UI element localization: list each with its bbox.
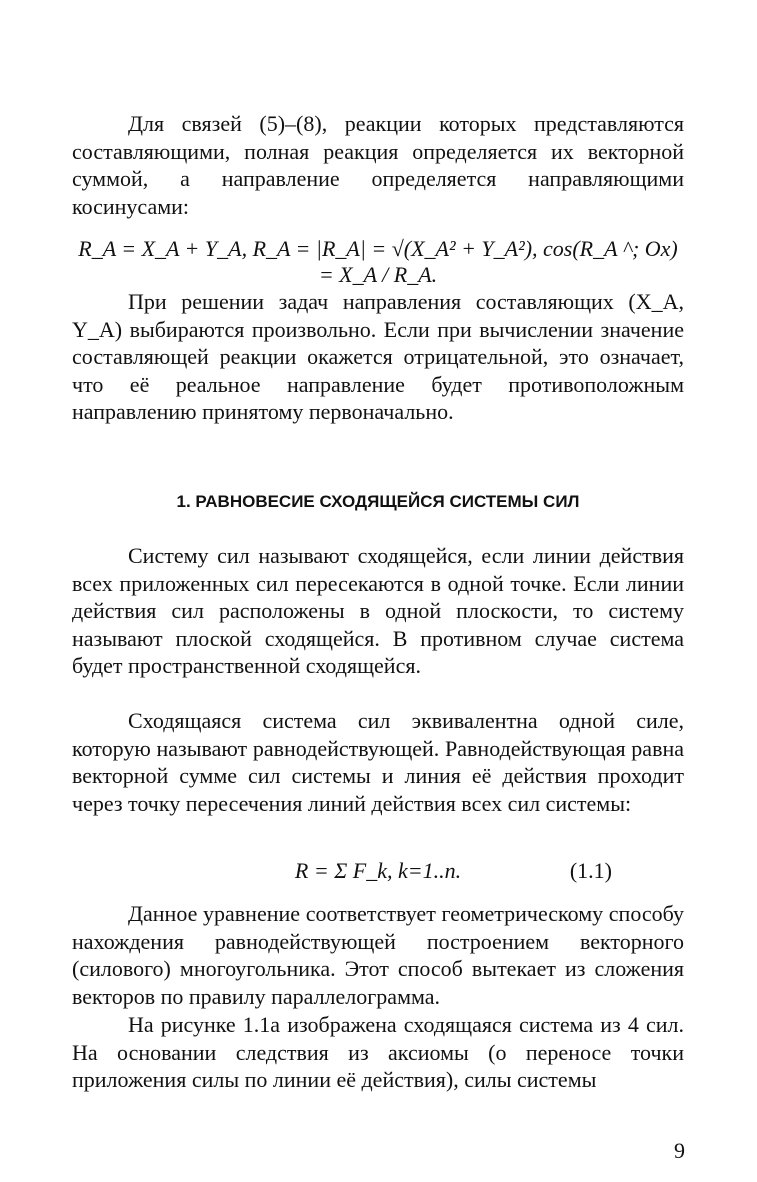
paragraph-5: Данное уравнение соответствует геометрическому способу нахождения равнодействующей построением векторного (силового) многоугольника. Этот способ вытекает из сложения векторов по правилу параллелограмма. xyxy=(72,901,684,1009)
paragraph-2: При решении задач направления составляющих (X_A, Y_A) выбираются произвольно. Если при вычислении значение составляющей реакции окажется отрицательной, это означает, что её реальное направление будет противоположным направлению принятому первоначально. xyxy=(72,289,684,424)
paragraph-3: Систему сил называют сходящейся, если линии действия всех приложенных сил пересекаются в одной точке. Если линии действия сил расположены в одной плоскости, то систему называют плоской сходящейся. В противном случае система будет пространственной сходящейся. xyxy=(72,543,684,678)
page-number: 9 xyxy=(674,1138,685,1163)
paragraph-1: Для связей (5)–(8), реакции которых представляются составляющими, полная реакция определяется их векторной суммой, а направление определяется направляющими косинусами: xyxy=(72,111,684,219)
formula-reaction: R_A = X_A + Y_A, R_A = |R_A| = √(X_A² + Y_A²), cos(R_A ^; Ox) = X_A / R_A. xyxy=(78,236,678,287)
paragraph-6: На рисунке 1.1а изображена сходящаяся система из 4 сил. На основании следствия из аксиомы (о переносе точки приложения силы по линии её действия), силы системы xyxy=(72,1012,684,1092)
section-heading: 1. РАВНОВЕСИЕ СХОДЯЩЕЙСЯ СИСТЕМЫ СИЛ xyxy=(176,492,580,511)
equation-number: (1.1) xyxy=(569,858,612,883)
formula-1-1: R = Σ F_k, k=1..n. (1.1) xyxy=(294,858,612,883)
paragraph-4: Сходящаяся система сил эквивалентна одной силе, которую называют равнодействующей. Равнодействующая равна векторной сумме сил системы и линия её действия проходит через точку пересечения линий действия всех сил системы: xyxy=(72,708,684,816)
